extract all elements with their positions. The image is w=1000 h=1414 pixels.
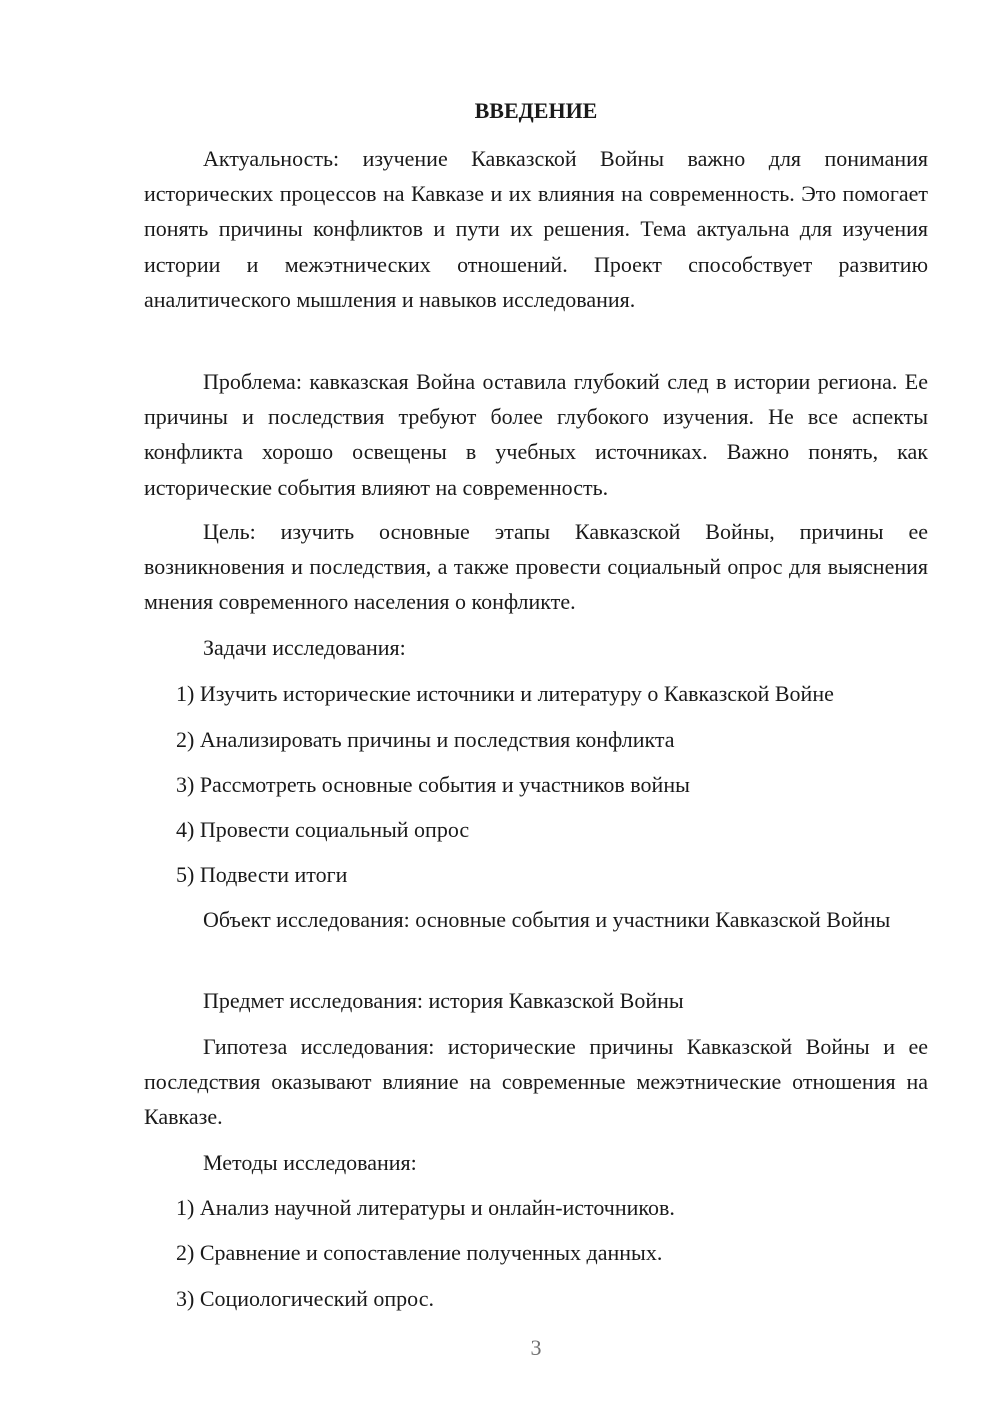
- page-title: ВВЕДЕНИЕ: [474, 98, 598, 123]
- method-item: 3) Социологический опрос.: [176, 1286, 434, 1311]
- subject-paragraph: Предмет исследования: история Кавказской Войны: [203, 988, 684, 1013]
- method-item: 1) Анализ научной литературы и онлайн-источников.: [176, 1195, 675, 1220]
- task-item: 2) Анализировать причины и последствия конфликта: [176, 727, 675, 752]
- relevance-paragraph: Актуальность: изучение Кавказской Войны важно для понимания исторических процессов на Кавказе и их влияния на современность. Это помогает понять причины конфликтов и пути их решения. Тема актуальна для изучения истории и межэтнических отношений. Проект способствует развитию аналитического мышления и навыков исследования.: [144, 146, 928, 312]
- page-number: 3: [530, 1335, 542, 1360]
- task-item: 5) Подвести итоги: [176, 862, 348, 887]
- tasks-heading: Задачи исследования:: [203, 635, 406, 660]
- method-item: 2) Сравнение и сопоставление полученных данных.: [176, 1240, 663, 1265]
- task-item: 4) Провести социальный опрос: [176, 817, 470, 842]
- object-paragraph: Объект исследования: основные события и участники Кавказской Войны: [203, 907, 891, 932]
- goal-paragraph: Цель: изучить основные этапы Кавказской Войны, причины ее возникновения и последствия, а также провести социальный опрос для выяснения мнения современного населения о конфликте.: [144, 519, 928, 615]
- hypothesis-paragraph: Гипотеза исследования: исторические причины Кавказской Войны и ее последствия оказывают влияние на современные межэтнические отношения на Кавказе.: [144, 1034, 928, 1130]
- problem-paragraph: Проблема: кавказская Война оставила глубокий след в истории региона. Ее причины и последствия требуют более глубокого изучения. Не все аспекты конфликта хорошо освещены в учебных источниках. Важно понять, как исторические события влияют на современность.: [144, 369, 928, 500]
- task-item: 3) Рассмотреть основные события и участников войны: [176, 772, 690, 797]
- task-item: 1) Изучить исторические источники и литературу о Кавказской Войне: [176, 681, 834, 706]
- methods-heading: Методы исследования:: [203, 1150, 417, 1175]
